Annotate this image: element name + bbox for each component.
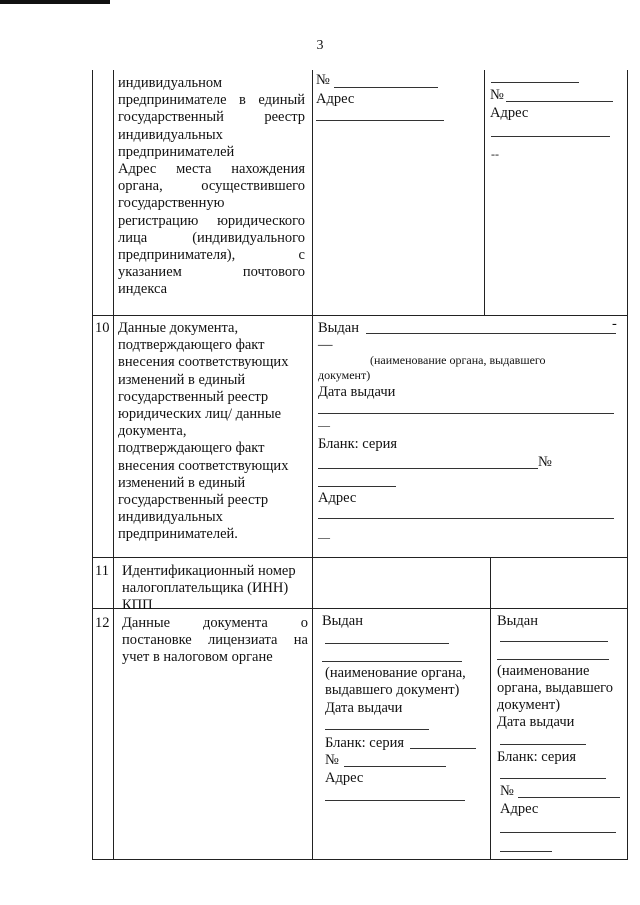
text-line: индивидуальном (118, 75, 223, 91)
col2-number-label: № (490, 87, 504, 103)
issued-label: Выдан (318, 320, 359, 336)
col1-number-label: № (316, 72, 330, 88)
row-continued-description (118, 75, 305, 299)
col2-address-line (500, 832, 616, 833)
value-column-divider-bottom (490, 557, 491, 860)
col1-issuer-note: выдавшего документ) (325, 682, 460, 698)
col2-issued-line (500, 641, 608, 642)
text-line: предпринимателя), с (118, 247, 305, 264)
dash: — (318, 530, 330, 544)
issued-dash: - (612, 316, 617, 332)
text-line: предпринимателе в единый (118, 92, 305, 109)
col2-issuer-note: документ) (497, 697, 561, 713)
col2-issued-label: Выдан (497, 613, 538, 629)
col2-number-line (518, 797, 620, 798)
text-line: налогоплательщика (ИНН) (122, 580, 289, 597)
row-number: 12 (95, 615, 110, 631)
text-line: постановке лицензиата на (122, 632, 308, 649)
col2-address-label: Адрес (490, 105, 529, 121)
text-line: органа, осуществившего (118, 178, 305, 195)
text-line: индекса (118, 281, 168, 298)
text-line: документа, (118, 423, 187, 440)
issuer-note: (наименование органа, выдавшего (370, 353, 546, 367)
issue-date-line (318, 413, 614, 414)
number-column-divider (113, 70, 114, 860)
dash: — (318, 418, 330, 432)
text-line: юридических лиц/ данные (118, 406, 282, 423)
col2-number-label: № (500, 783, 514, 799)
text-line: Данные документа о (122, 615, 308, 631)
text-line: учет в налоговом органе (122, 649, 273, 666)
col2-issued-line-2 (497, 659, 609, 660)
text-line: государственный реестр (118, 109, 305, 126)
text-line: государственную (118, 195, 225, 212)
text-line: Данные документа, (118, 320, 239, 336)
col2-form-series-line (500, 778, 606, 779)
col2-issuer-note: органа, выдавшего (497, 680, 614, 696)
issuer-note: документ) (318, 368, 371, 382)
text-line: изменений в единый (118, 371, 246, 388)
address-label: Адрес (318, 490, 357, 506)
text-line: государственный реестр (118, 388, 269, 405)
col1-number-label: № (325, 752, 339, 768)
text-line: КПП (122, 597, 153, 614)
text-line: регистрацию юридического (118, 212, 305, 229)
page-number: 3 (316, 38, 324, 53)
table-left-border (92, 70, 93, 860)
description-column-divider (312, 70, 313, 860)
number-label: № (538, 454, 552, 470)
form-series-label: Бланк: серия (318, 436, 397, 452)
col2-issue-date-line (500, 744, 586, 745)
col2-address-label: Адрес (500, 801, 539, 817)
col1-issuer-note: (наименование органа, (325, 665, 466, 681)
dash: — (318, 337, 333, 353)
col1-address-line (316, 120, 444, 121)
text-line: внесения соответствующих (118, 457, 289, 474)
col1-issued-line-2 (322, 661, 462, 662)
col1-address-label: Адрес (316, 91, 355, 107)
row-10-description (118, 320, 308, 544)
row-divider-11 (92, 557, 628, 558)
col1-issued-label: Выдан (322, 613, 363, 629)
col1-number-line (344, 766, 446, 767)
row-divider-10 (92, 315, 628, 316)
col1-issue-date-label: Дата выдачи (325, 700, 403, 716)
text-line: указанием почтового (118, 264, 305, 281)
col1-form-series-line (410, 748, 476, 749)
text-line: изменений в единый (118, 474, 246, 491)
col2-issuer-note: (наименование (497, 663, 590, 679)
col1-number-line (334, 87, 438, 88)
table-bottom-border (92, 859, 628, 860)
text-line: подтверждающего факт (118, 337, 265, 354)
col2-form-series-label: Бланк: серия (497, 749, 576, 765)
row-12-description (122, 615, 308, 667)
col2-top-line (491, 82, 579, 83)
text-line: предпринимателей (118, 143, 235, 160)
text-line: Идентификационный номер (122, 563, 296, 579)
form-series-line (318, 468, 538, 469)
col1-form-series-label: Бланк: серия (325, 735, 404, 751)
text-line: внесения соответствующих (118, 354, 289, 371)
value-column-divider-top (484, 70, 485, 315)
col1-issue-date-line (325, 729, 429, 730)
col1-address-line (325, 800, 465, 801)
row-11-description (122, 563, 310, 615)
issue-date-label: Дата выдачи (318, 384, 396, 400)
text-line: индивидуальных (118, 126, 223, 143)
col1-issued-line (325, 643, 449, 644)
address-line (318, 518, 614, 519)
col2-number-line (506, 101, 613, 102)
number-line (318, 486, 396, 487)
text-line: предпринимателей. (118, 526, 238, 543)
text-line: подтверждающего факт (118, 440, 265, 457)
text-line: Адрес места нахождения (118, 161, 305, 178)
text-line: государственный реестр (118, 492, 269, 509)
text-line: индивидуальных (118, 509, 223, 526)
col2-issue-date-label: Дата выдачи (497, 714, 575, 730)
issued-line (366, 333, 616, 334)
row-number: 11 (95, 563, 109, 579)
row-number: 10 (95, 320, 110, 336)
col1-address-label: Адрес (325, 770, 364, 786)
top-scan-bar (0, 0, 110, 4)
col2-address-line-2 (500, 851, 552, 852)
table-right-border (627, 70, 628, 860)
col2-dash: -- (491, 147, 499, 161)
col2-address-line (491, 136, 610, 137)
text-line: лица (индивидуального (118, 229, 305, 246)
